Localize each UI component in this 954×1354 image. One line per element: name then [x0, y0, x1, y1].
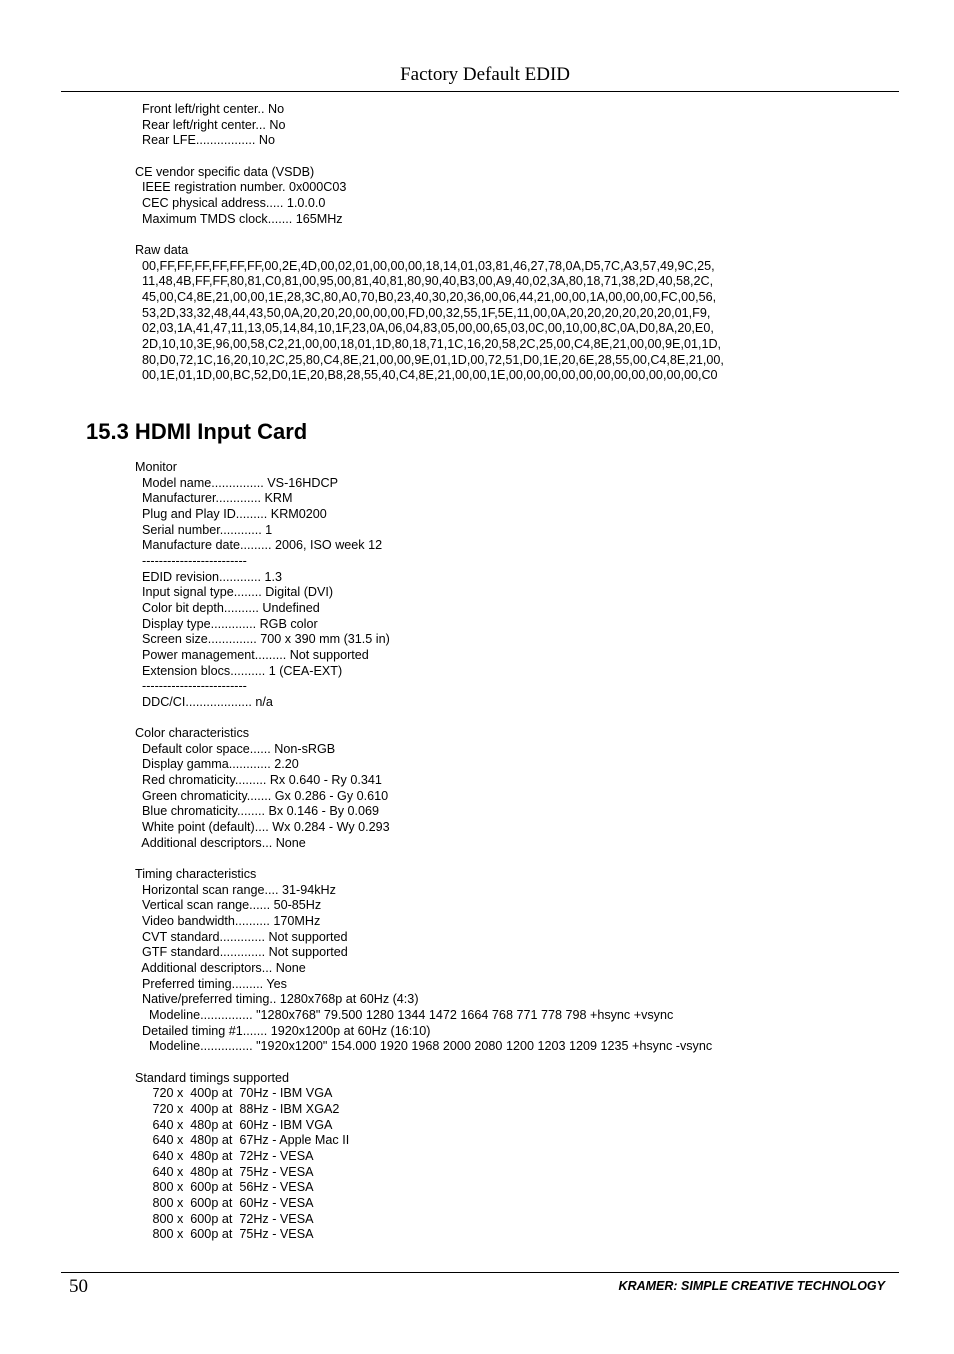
edid-continuation-text: Front left/right center.. No Rear left/right center... No Rear LFE................. No CE vendor specific data (VSDB) IEEE registration number. 0x000C03 CEC physical address..... 1.0.0.0 Maximum TMDS clock....... 165MHz Raw data 00,FF,FF,FF,FF,FF,FF,00,2E,4D,00,02,01,00,00,00,18,14,01,03,81,46,27,78,0A,D5,7C,A3,57,49,9C,25, 11,48,4B,FF,FF,80,81,C0,81,00,95,00,81,40,81,80,90,40,B3,00,A9,40,02,3A,80,18,71,38,2D,40,58,2C, 45,00,C4,8E,21,00,00,1E,28,3C,80,A0,70,B0,23,40,30,20,36,00,06,44,21,00,00,1A,00,00,00,FC,00,56, 53,2D,33,32,48,44,43,50,0A,20,20,20,00,00,00,FD,00,32,55,1F,5E,11,00,0A,20,20,20,20,20,20,01,F9, 02,03,1A,41,47,11,13,05,14,84,10,1F,23,0A,06,04,83,05,00,00,65,03,0C,00,10,00,8C,0A,D0,8A,20,E0, 2D,10,10,3E,96,00,58,C2,21,00,00,18,01,1D,80,18,71,1C,16,20,58,2C,25,00,C4,8E,21,00,00,9E,01,1D, 80,D0,72,1C,16,20,10,2C,25,80,C4,8E,21,00,00,9E,01,1D,00,72,51,D0,1E,20,6E,28,55,00,C4,8E,21,00, 00,1E,01,1D,00,BC,52,D0,1E,20,B8,28,55,40,C4,8E,21,00,00,1E,00,00,00,00,00,00,00,00,00,00,00,C0 — [135, 102, 724, 383]
hdmi-input-card-edid-text: Monitor Model name............... VS-16HDCP Manufacturer............. KRM Plug and Play ID......... KRM0200 Serial number............ 1 Manufacture date......... 2006, ISO week 12 ------------------------- EDID revision............ 1.3 Input signal type........ Digital (DVI) Color bit depth.......... Undefined Display type............. RGB color Screen size.............. 700 x 390 mm (31.5 in) Power management......... Not supported Extension blocs.......... 1 (CEA-EXT) ------------------------- DDC/CI................... n/a Color characteristics Default color space...... Non-sRGB Display gamma............ 2.20 Red chromaticity......... Rx 0.640 - Ry 0.341 Green chromaticity....... Gx 0.286 - Gy 0.610 Blue chromaticity........ Bx 0.146 - By 0.069 White point (default).... Wx 0.284 - Wy 0.293 Additional descriptors... None Timing characteristics Horizontal scan range.... 31-94kHz Vertical scan range...... 50-85Hz Video bandwidth.......... 170MHz CVT standard............. Not supported GTF standard............. Not supported Additional descriptors... None Preferred timing......... Yes Native/preferred timing.. 1280x768p at 60Hz (4:3) Modeline............... "1280x768" 79.500 1280 1344 1472 1664 768 771 778 798 +hsync +vsync Detailed timing #1....... 1920x1200p at 60Hz (16:10) Modeline............... "1920x1200" 154.000 1920 1968 2000 2080 1200 1203 1209 1235 +hsync -vsync Standard timings supported 720 x 400p at 70Hz - IBM VGA 720 x 400p at 88Hz - IBM XGA2 640 x 480p at 60Hz - IBM VGA 640 x 480p at 67Hz - Apple Mac II 640 x 480p at 72Hz - VESA 640 x 480p at 75Hz - VESA 800 x 600p at 56Hz - VESA 800 x 600p at 60Hz - VESA 800 x 600p at 72Hz - VESA 800 x 600p at 75Hz - VESA — [135, 460, 713, 1242]
footer-brand: KRAMER: SIMPLE CREATIVE TECHNOLOGY — [618, 1279, 885, 1293]
section-heading: 15.3 HDMI Input Card — [86, 419, 308, 444]
header-rule — [61, 91, 899, 92]
footer-rule — [61, 1272, 899, 1273]
page-number: 50 — [69, 1276, 88, 1297]
page-header-title: Factory Default EDID — [400, 64, 570, 85]
